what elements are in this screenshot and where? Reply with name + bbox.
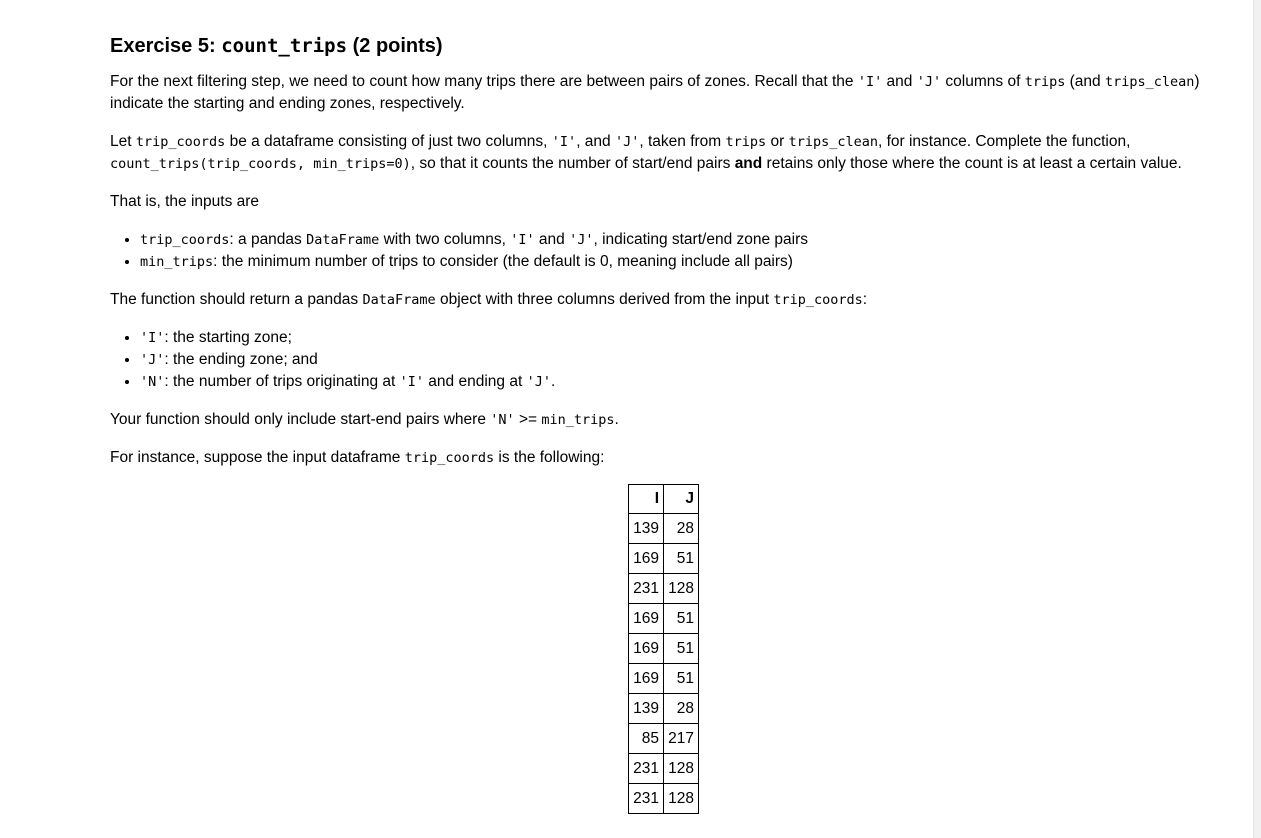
heading-prefix: Exercise 5: [110, 35, 222, 57]
list-item: • 'I': the starting zone; [140, 327, 1230, 349]
cell-i: 169 [629, 544, 664, 574]
cell-i: 139 [629, 694, 664, 724]
cell-i: 231 [629, 754, 664, 784]
example-table-container [628, 484, 699, 814]
heading-function-name: count_trips [221, 35, 348, 57]
table-row [629, 784, 699, 814]
vertical-scrollbar[interactable] [1253, 0, 1261, 838]
inputs-list [110, 229, 1230, 273]
cell-j: 28 [664, 514, 699, 544]
table-row [629, 664, 699, 694]
intro-paragraph: For the next filtering step, we need to count how many trips there are between pairs of zones. Recall that the 'I' and 'J' columns of trips (and trips_clean) indicate the starting and ending zones, respectively. [110, 73, 1200, 112]
table-row [629, 604, 699, 634]
function-description: Let trip_coords be a dataframe consisting of just two columns, 'I', and 'J', taken from trips or trips_clean, for instance. Complete the function, count_trips(trip_coords, min_trips=0), so that it counts the number of start/end pairs and retains only those where the count is at least a certain value. [110, 133, 1182, 172]
cell-j: 28 [664, 694, 699, 724]
table-row [629, 694, 699, 724]
outputs-list [110, 327, 1230, 393]
cell-i: 231 [629, 784, 664, 814]
heading-suffix: (2 points) [347, 35, 443, 57]
cell-i: 231 [629, 574, 664, 604]
cell-j: 51 [664, 604, 699, 634]
table-row [629, 724, 699, 754]
table-row [629, 634, 699, 664]
inputs-intro: That is, the inputs are [110, 193, 260, 210]
example-dataframe-table [628, 484, 699, 814]
cell-j: 128 [664, 784, 699, 814]
cell-i: 85 [629, 724, 664, 754]
table-row [629, 544, 699, 574]
column-header-i: I [629, 485, 664, 514]
table-header-row [629, 485, 699, 514]
notebook-cell [110, 32, 1230, 469]
cell-j: 51 [664, 664, 699, 694]
cell-j: 51 [664, 634, 699, 664]
cell-j: 128 [664, 574, 699, 604]
cell-j: 51 [664, 544, 699, 574]
exercise-heading [110, 32, 1230, 60]
cell-i: 139 [629, 514, 664, 544]
column-header-j: J [664, 485, 699, 514]
return-description: The function should return a pandas DataFrame object with three columns derived from the input trip_coords: [110, 291, 868, 308]
cell-i: 169 [629, 634, 664, 664]
list-item: • trip_coords: a pandas DataFrame with two columns, 'I' and 'J', indicating start/end zone pairs [140, 229, 1230, 251]
cell-i: 169 [629, 664, 664, 694]
filter-condition: Your function should only include start-end pairs where 'N' >= min_trips. [110, 411, 619, 428]
table-row [629, 514, 699, 544]
cell-i: 169 [629, 604, 664, 634]
cell-j: 128 [664, 754, 699, 784]
table-row [629, 754, 699, 784]
table-row [629, 574, 699, 604]
list-item: • min_trips: the minimum number of trips to consider (the default is 0, meaning include all pairs) [140, 251, 1230, 273]
list-item: • 'J': the ending zone; and [140, 349, 1230, 371]
example-intro: For instance, suppose the input dataframe trip_coords is the following: [110, 449, 605, 466]
cell-j: 217 [664, 724, 699, 754]
list-item: • 'N': the number of trips originating at 'I' and ending at 'J'. [140, 371, 1230, 393]
